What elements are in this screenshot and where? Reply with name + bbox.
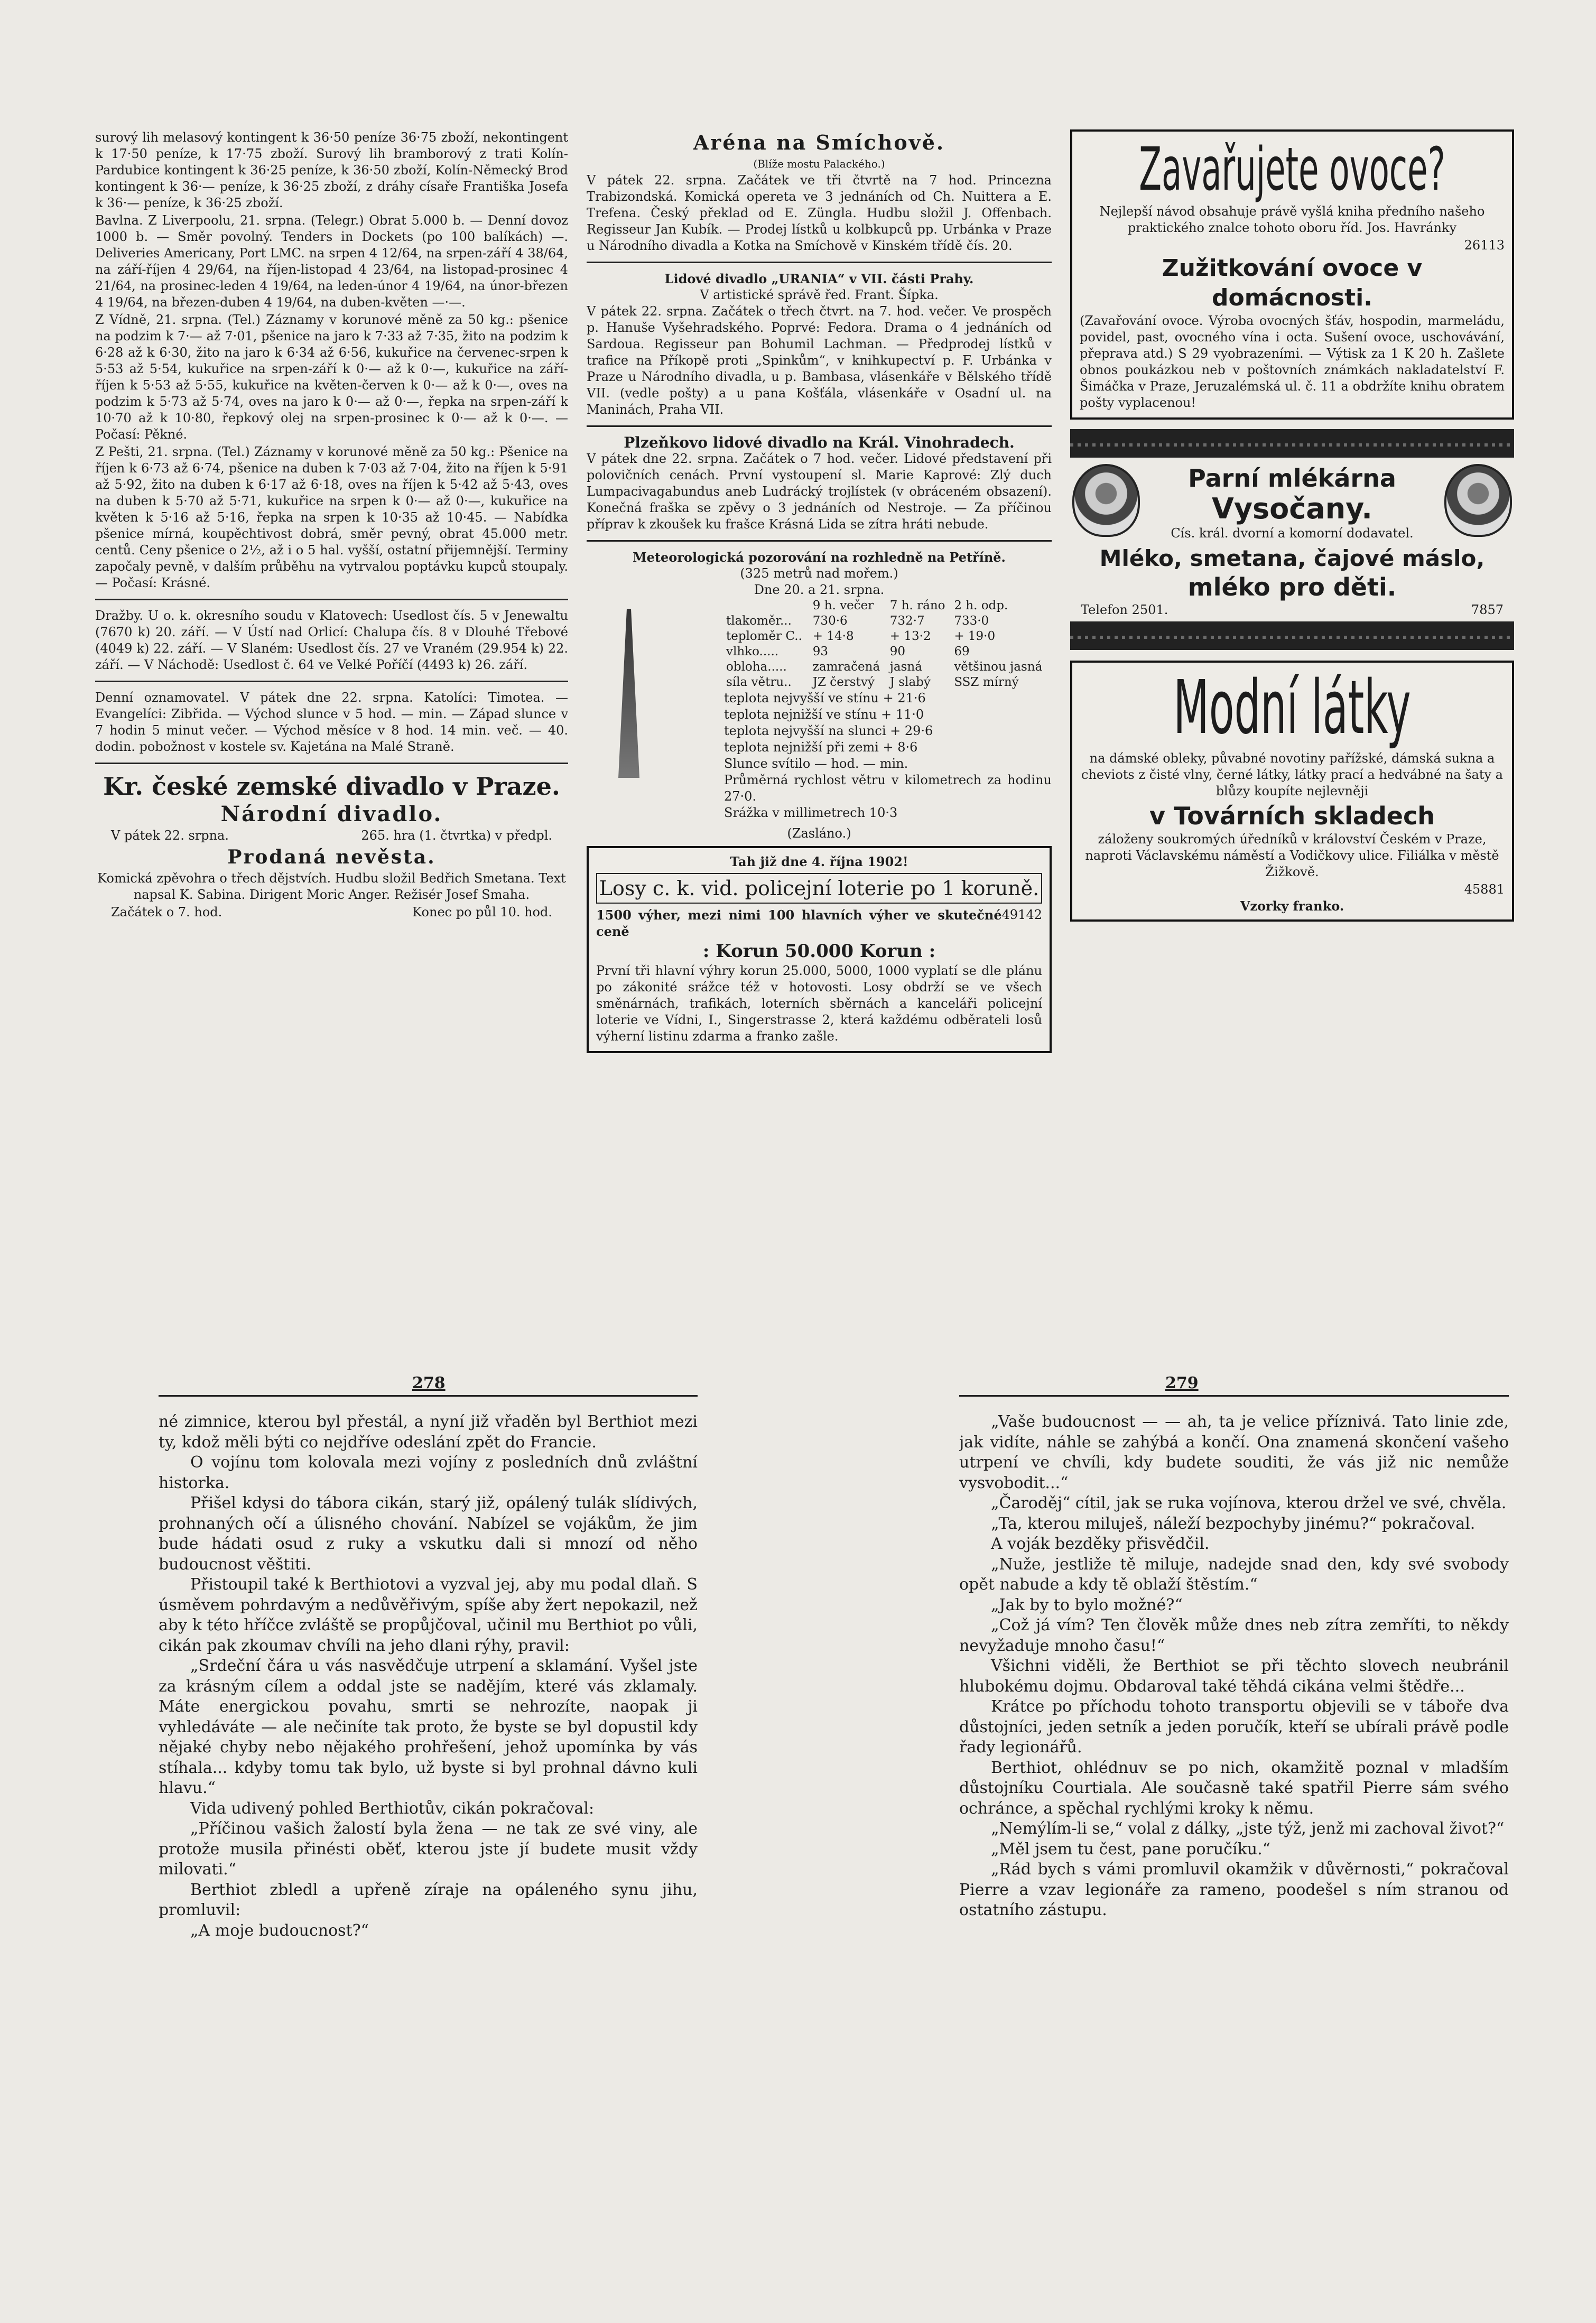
theatre-subtitle: Národní divadlo. [220, 802, 443, 826]
urania-title: Lidové divadlo „URANIA“ v VII. části Prahy. [664, 271, 974, 286]
ad-mlekarna-heading-wrap [1145, 464, 1439, 542]
ad-zavarujete-headline: Zavařujete ovoce? [1139, 135, 1445, 204]
story-paragraph: „Měl jsem tu čest, pane poručíku.“ [991, 1839, 1270, 1859]
lottery-wins: 1500 výher, mezi nimi 100 hlavních výher ve skutečné ceně [596, 907, 1002, 939]
story-paragraph: Vida udivený pohled Berthiotův, cikán pokračoval: [190, 1799, 595, 1818]
meteo-header-row [724, 598, 1052, 614]
meteo-header: 7 h. ráno [889, 599, 945, 612]
ad-mlekarna [1070, 461, 1514, 545]
meteo-cell: SSZ mírný [954, 675, 1019, 689]
lottery-wins-row [596, 907, 1042, 940]
ad-mlekarna-headline: Parní mlékárna [1188, 464, 1396, 493]
meteo-extra-line: Průměrná rychlost větru v kilometrech za hodinu 27·0. [724, 773, 1052, 804]
meteo-row [724, 614, 1052, 629]
play-end: Konec po půl 10. hod. [412, 905, 552, 919]
meteo-cell: jasná [889, 660, 922, 674]
urania-text: V pátek 22. srpna. Začátek o třech čtvrt. na 7. hod. večer. Ve prospěch p. Hanuše Vyšehradského. Poprvé: Fedora. Drama o 4 jednáních od Sardoua. Regisseur pan Bohumil Lachman. — Předprodej lístků v trafice na Příkopě proti „Spinkům“, v knihkupectví p. F. Urbánka v Praze u Národního divadla, u p. Bambasa, vlásenkáře v Bělského třídě VII. (vedle pošty) a u pana Košťála, vlásenkáře v Osadní ul. na Maninách, Praha VII. [587, 304, 1052, 417]
meteo-row [724, 675, 1052, 690]
meteo-cell: 93 [812, 645, 829, 658]
ad-modni-latky [1070, 661, 1514, 922]
ad-zavarujete-title: Zužitkování ovoce v domácnosti. [1162, 255, 1423, 311]
story-paragraph: „A moje budoucnost?“ [190, 1921, 369, 1940]
meteo-subtitle: (325 metrů nad mořem.) [740, 566, 898, 581]
ad-mlekarna-tel: Telefon 2501. [1081, 602, 1168, 617]
meteo-cell: vlhko..... [726, 645, 779, 658]
ad-mlekarna-place: Vysočany. [1212, 492, 1372, 525]
story-paragraph: „Vaše budoucnost — — ah, ta je velice příznivá. Tato linie zde, jak vidíte, náhle se zahýbá a končí. Ona znamená skončení vašeho utrpení ve chvíli, kdy budete souditi, že vás již nic nemůže vysvobodit...“ [959, 1413, 1509, 1492]
story-paragraph: „Což já vím? Ten člověk může dnes neb zítra zemříti, to někdy nevyžaduje mnoho času!“ [959, 1616, 1509, 1655]
ad-mlekarna-num: 7857 [1471, 602, 1504, 617]
middle-top-column [587, 129, 1052, 1213]
meteo-extra-line: teplota nejnižší ve stínu + 11·0 [724, 707, 924, 722]
lottery-headline: Losy c. k. vid. policejní loterie po 1 koruně. [596, 873, 1042, 904]
story-paragraph: „Srdeční čára u vás nasvědčuje utrpení a sklamání. Vyšel jste za krásným cílem a oddal jste se nadějím, které vás zklamaly. Máte energickou povahu, smrti se nehrozíte, naopak ji vyhledáváte — ale nečiníte tak proto, že byste se byl dopustil kdy nějaké chyby nebo nějakého prohřešení, jehož upomínka by vás stíhala... kdyby tomu tak bylo, už byste si byl prohnal dávno kuli hlavu.“ [159, 1657, 698, 1797]
story-paragraph: Berthiot zbledl a upřeně zíraje na opáleného synu jihu, promluvil: [159, 1880, 698, 1919]
meteo-extra-line: teplota nejnižší při zemi + 8·6 [724, 740, 918, 755]
lottery-date: Tah již dne 4. října 1902! [730, 854, 908, 869]
trade-paragraph: Z Vídně, 21. srpna. (Tel.) Záznamy v korunové měně za 50 kg.: pšenice na podzim k 7·— až 7·01, pšenice na jaro k 7·33 až 7·35, žito na podzim k 6·28 až k 6·30, žito na jaro k 6·34 až 6·56, kukuřice na červenec-srpen k 5·53 až 5·54, kukuřice na srpen-září k 0·— až k 0·—, kukuřice na září-říjen k 5·53 až 5·55, kukuřice na květen-červen k 0·— až k 0·—, oves na podzim k 5·73 až 5·74, oves na jaro k 0·— až 0·—, řepka na srpen-září k 10·70 až k 10·80, řepkový olej na srpen-prosinec k 0·— až k 0·—. — Počasí: Pěkné. [95, 312, 568, 442]
ornament-bar [1070, 429, 1514, 458]
story-paragraph: „Rád bych s vámi promluvil okamžik v důvěrnosti,“ pokračoval Pierre a vzav legionáře za rameno, poodešel s ním stranou od ostatního zástupu. [959, 1860, 1509, 1919]
meteo-row [724, 629, 1052, 644]
ad-modni-foot: Vzorky franko. [1240, 898, 1344, 914]
zaslano-label: (Zasláno.) [787, 826, 851, 841]
play-start: Začátek o 7. hod. [111, 905, 222, 919]
story-paragraph: né zimnice, kterou byl přestál, a nyní již vřaděn byl Berthiot mezi ty, kdož měli býti co nejdříve odeslání zpět do Francie. [159, 1413, 698, 1452]
meteo-extra-line: Slunce svítilo — hod. — min. [724, 756, 908, 771]
story-paragraph: Krátce po příchodu tohoto transportu objevili se v táboře dva důstojníci, jeden setník a jeden poručík, kteří se ubírali právě podle řady legionářů. [959, 1697, 1509, 1757]
story-paragraph: „Jak by to bylo možné?“ [991, 1595, 1183, 1614]
auctions-notice: Dražby. U o. k. okresního soudu v Klatovech: Usedlost čís. 5 v Jenewaltu (7670 k) 20. září. — V Ústí nad Orlicí: Chalupa čís. 8 v Dlouhé Třebové (4049 k) 22. září. — V Slaném: Usedlost čís. 27 ve Vraném (29.954 k) 22. září. — V Náchodě: Usedlost č. 64 ve Velké Poříčí (4493 k) 26. září. [95, 608, 568, 672]
urania-subtitle: V artistické správě řed. Frant. Šípka. [700, 287, 939, 302]
meteo-cell: teploměr C.. [726, 629, 802, 643]
story-paragraph: Všichni viděli, že Berthiot se při těchto slovech neubránil hlubokému dojmu. Obdaroval také těhdá cikána velmi štědře... [959, 1657, 1509, 1696]
page-rule-left [159, 1395, 698, 1397]
meteo-cell: tlakoměr... [726, 614, 792, 628]
ad-modni-title: v Továrních skladech [1149, 802, 1435, 830]
meteo-row [724, 659, 1052, 675]
divider [95, 599, 568, 600]
ad-mlekarna-line2: mléko pro děti. [1187, 573, 1397, 601]
story-paragraph: Přistoupil také k Berthiotovi a vyzval jej, aby mu podal dlaň. S úsměvem pohrdavým a nedůvěřivým, spíše aby žert nepokazil, než aby k této hříčce zvláště se propůjčoval, učinil mu Berthiot po vůli, cikán pak zkoumav chvíli na jeho dlani rýhy, pravil: [159, 1575, 698, 1655]
daily-notice: Denní oznamovatel. V pátek dne 22. srpna. Katolíci: Timotea. — Evangelíci: Zibřida. — Východ slunce v 5 hod. — min. — Západ slunce v 7 hodin 5 minut večer. — Východ měsíce v 8 hod. 14 min. več. — 40. dodin. pobožnost v kostele sv. Kajetána na Malé Straně. [95, 690, 568, 754]
imperial-emblem-icon [1444, 464, 1512, 537]
meteo-cell: 732·7 [889, 614, 925, 628]
story-paragraph: „Ta, kterou miluješ, náleží bezpochyby jinému?“ pokračoval. [991, 1514, 1476, 1533]
meteo-extra-line: teplota nejvyšší ve stínu + 21·6 [724, 691, 926, 705]
theatre-performance: 265. hra (1. čtvrtka) v předpl. [361, 828, 552, 843]
story-left-column [159, 1412, 698, 2173]
ad-mlekarna-line1: Mléko, smetana, čajové máslo, [1099, 545, 1485, 571]
ad-modni-number: 45881 [1464, 882, 1505, 897]
trade-paragraph: Z Pešti, 21. srpna. (Tel.) Záznamy v korunové měně za 50 kg.: Pšenice na říjen k 6·73 až 6·74, pšenice na duben k 7·03 až 7·04, žito na říjen k 5·91 až 5·92, žito na duben k 6·17 až 6·18, oves na říjen k 5·42 až 5·43, oves na duben k 5·70 až 5·71, kukuřice na srpen k 0·— až 0·—, kukuřice na květen k 5·16 až 5·16, řepka na srpen k 10·35 až 10·45. — Nabídka pšenice mírná, koupěchtivost dobrá, směr pevný, obrat 45.000 metr. centů. Ceny pšenice o 2½, až i o 5 hal. vyšší, ostatní přijemnější. Terminy započaly pevně, v dalším průběhu na vytrvalou poptávku kupců stoupaly. — Počasí: Krásné. [95, 444, 568, 590]
divider [95, 681, 568, 682]
story-paragraph: „Čaroděj“ cítil, jak se ruka vojínova, kterou držel ve své, chvěla. [991, 1494, 1507, 1512]
meteo-cell: zamračená [812, 660, 880, 674]
play-description: Komická zpěvohra o třech dějstvích. Hudbu složil Bedřich Smetana. Text napsal K. Sabina. Dirigent Moric Anger. Režisér Josef Smaha. [97, 871, 566, 902]
imperial-emblem-icon [1072, 464, 1140, 537]
story-paragraph: „Příčinou vašich žalostí byla žena — ne tak ze své viny, ale protože musila přinésti oběť, kterou jste jí budete musit vždy milovati.“ [159, 1819, 698, 1879]
meteo-date: Dne 20. a 21. srpna. [754, 582, 885, 597]
meteo-cell: + 13·2 [889, 629, 931, 643]
meteo-block [587, 549, 1052, 821]
ad-modni-headline: Modní látky [1173, 665, 1411, 751]
theatre-date-row [95, 828, 568, 844]
meteo-cell: obloha..... [726, 660, 787, 674]
page-number-right: 279 [1165, 1374, 1199, 1392]
ad-mlekarna-sub: Cís. král. dvorní a komorní dodavatel. [1171, 526, 1414, 541]
meteo-header: 2 h. odp. [954, 599, 1008, 612]
meteo-extra-line: Srážka v millimetrech 10·3 [724, 805, 898, 820]
theatre-date: V pátek 22. srpna. [111, 828, 229, 843]
story-right-column [959, 1412, 1509, 2173]
story-paragraph: O vojínu tom kolovala mezi vojíny z posledních dnů zvláštní historka. [159, 1453, 698, 1492]
story-paragraph: A voják bezděky přisvědčil. [991, 1535, 1210, 1553]
theatre-title: Kr. české zemské divadlo v Praze. [103, 772, 560, 801]
left-top-column [95, 129, 568, 1218]
play-time-row [95, 904, 568, 921]
lottery-text: První tři hlavní výhry korun 25.000, 5000, 1000 vyplatí se dle plánu po zákonité srážce též v hotovosti. Losy obdrží se ve všech směnárnách, trafikách, loterních sběrnách a kanceláři policejní loterie ve Vídni, I., Singerstrasse 2, která každému odběrateli losů výherní listinu zdarma a franko zašle. [596, 963, 1042, 1044]
page-number-left: 278 [412, 1374, 446, 1392]
lottery-number: 49142 [1001, 907, 1042, 922]
arena-subtitle: (Blíže mostu Palackého.) [753, 157, 885, 170]
divider [95, 763, 568, 764]
ornament-bar [1070, 621, 1514, 650]
ad-zavarujete [1070, 129, 1514, 420]
meteo-cell: 733·0 [954, 614, 989, 628]
meteo-row [724, 644, 1052, 659]
ad-modni-text2: záloženy soukromých úředníků v království Českém v Praze, naproti Václavskému náměstí a Vodičkovy ulice. Filiálka v městě Žižkově. [1085, 832, 1499, 879]
trade-paragraph: surový lih melasový kontingent k 36·50 peníze 36·75 zboží, nekontingent k 17·50 peníze, k 17·75 zboží. Surový lih bramborový z trati Kolín-Pardubice kontingent k 36·25 peníze, k 36·50 zboží, Kolín-Německý Brod kontingent k 36·— peníze, k 36·25 zboží, z dráhy císaře Františka Josefa k 36·— peníze, k 36·25 zboží. [95, 130, 568, 210]
meteo-cell: síla větru.. [726, 675, 792, 689]
divider [587, 262, 1052, 263]
meteo-table [724, 598, 1052, 690]
meteo-table-wrap [587, 598, 1052, 821]
meteo-cell: JZ čerstvý [812, 675, 875, 689]
lottery-prize: : Korun 50.000 Korun : [702, 941, 936, 962]
meteo-cell: + 14·8 [812, 629, 854, 643]
ad-modni-text: na dámské obleky, půvabné novotiny pařížské, dámská sukna a cheviots z čisté vlny, černé látky, látky prací a hedvábné na šaty a blůzy koupíte nejlevněji [1081, 751, 1503, 798]
meteo-title: Meteorologická pozorování na rozhledně na Petříně. [633, 550, 1006, 565]
story-paragraph: „Nuže, jestliže tě miluje, nadejde snad den, kdy své svobody opět nabude a kdy tě oblaží štěstím.“ [959, 1555, 1509, 1594]
meteo-cell: 90 [889, 645, 906, 658]
play-title: Prodaná nevěsta. [227, 846, 436, 868]
meteo-cell: 69 [954, 645, 970, 658]
meteo-cell: J slabý [889, 675, 931, 689]
plzenkovo-title: Plzeňkovo lidové divadlo na Král. Vinohradech. [624, 434, 1015, 451]
right-top-column [1070, 129, 1514, 1213]
arena-text: V pátek 22. srpna. Začátek ve tři čtvrtě na 7 hod. Princezna Trabizondská. Komická opereta ve 3 jednáních od Ch. Nuittera a E. Trefena. Český překlad od E. Züngla. Hudbu složil J. Offenbach. Regisseur Jan Kubík. — Prodej lístků u kolbkupců pp. Urbánka v Praze u Národního divadla a Kotka na Smíchově v Kinském třídě čís. 20. [587, 173, 1052, 253]
page-rule-right [959, 1395, 1509, 1397]
story-paragraph: Přišel kdysi do tábora cikán, starý již, opálený tulák slídivých, prohnaných očí a úlisného chování. Nabízel se vojákům, že jim bude hádati osud z ruky a vskutku dali si mnozí od něho budoucnost věštiti. [159, 1494, 698, 1574]
story-paragraph: „Nemýlím-li se,“ volal z dálky, „jste týž, jenž mi zachoval život?“ [991, 1819, 1505, 1838]
ad-zavarujete-number: 26113 [1464, 238, 1505, 253]
meteo-header [724, 598, 811, 614]
lottery-ad [587, 846, 1052, 1053]
ad-mlekarna-tel-row [1070, 602, 1514, 618]
story-paragraph: Berthiot, ohlédnuv se po nich, okamžitě poznal v mladším důstojníku Courtiala. Ale současně také spatřil Pierre sám svého ochránce, a spěchal rychlými kroky k němu. [959, 1758, 1509, 1818]
ad-zavarujete-text2: (Zavařování ovoce. Výroba ovocných šťáv, hospodin, marmeládu, povidel, past, ovocného vína i octa. Sušení ovoce, uschovávání, přeprava atd.) S 29 vyobrazeními. — Výtisk za 1 K 20 h. Zašlete obnos poukázkou neb v poštovních známkách nakladatelství F. Šimáčka v Praze, Jeruzalémská ul. č. 11 a obdržíte knihu obratem pošty vyplacenou! [1080, 313, 1505, 410]
divider [587, 425, 1052, 427]
meteo-extra-line: teplota nejvyšší na slunci + 29·6 [724, 723, 933, 738]
petrin-tower-illustration [618, 609, 639, 778]
arena-title: Aréna na Smíchově. [693, 131, 945, 154]
meteo-cell: většinou jasná [954, 660, 1043, 674]
meteo-header: 9 h. večer [812, 599, 874, 612]
divider [587, 540, 1052, 542]
meteo-cell: + 19·0 [954, 629, 996, 643]
trade-paragraph: Bavlna. Z Liverpoolu, 21. srpna. (Telegr.) Obrat 5.000 b. — Denní dovoz 1000 b. — Směr povolný. Tenders in Dockets (po 100 balíkách) —. Deliveries Americany, Port LMC. na srpen 4 12/64, na srpen-září 4 38/64, na září-říjen 4 29/64, na říjen-listopad 4 23/64, na listopad-prosinec 4 21/64, na prosinec-leden 4 19/64, na leden-únor 4 19/64, na únor-březen 4 19/64, na březen-duben 4 19/64, na duben-květen —·—. [95, 213, 568, 310]
meteo-cell: 730·6 [812, 614, 848, 628]
plzenkovo-text: V pátek dne 22. srpna. Začátek o 7 hod. večer. Lidové představení při polovičních cenách. První vystoupení sl. Marie Kaprové: Zlý duch Lumpacivagabundus aneb Ludrácký trojlístek (v obráceném obsazení). Konečná fraška se zpěvy o 3 jednáních od Nestroje. — Za příčinou příprav k zkoušek ku frašce Krásná Lida se zítra hráti nebude. [587, 451, 1052, 532]
ad-zavarujete-text: Nejlepší návod obsahuje právě vyšlá kniha předního našeho praktického znalce tohoto oboru říd. Jos. Havránky [1099, 204, 1485, 235]
